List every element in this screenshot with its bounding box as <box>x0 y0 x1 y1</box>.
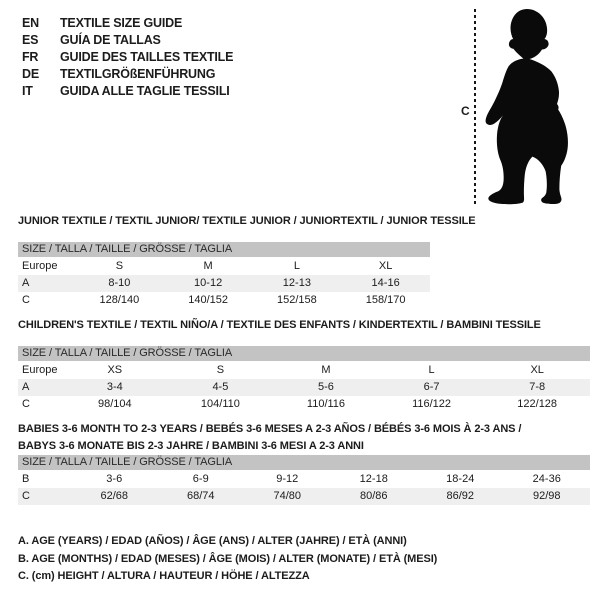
language-label: TEXTILGRÖßENFÜHRUNG <box>60 67 216 81</box>
language-row-fr <box>22 49 233 66</box>
height-cell: 128/140 <box>99 294 140 306</box>
legend-footnotes <box>18 533 437 586</box>
row-label: A <box>22 277 30 289</box>
size-cell: L <box>293 260 300 272</box>
language-label: GUÍA DE TALLAS <box>60 33 161 47</box>
babies-table-title-line1: BABIES 3-6 MONTH TO 2-3 YEARS / BEBÉS 3-6 MESES A 2-3 AÑOS / BÉBÉS 3-6 MOIS À 2-3 ANS / <box>18 423 522 435</box>
height-cell: 74/80 <box>273 490 302 502</box>
table-row-europe <box>18 258 430 275</box>
size-cell: S <box>216 364 225 376</box>
row-label: B <box>22 473 30 485</box>
height-cell: 68/74 <box>186 490 215 502</box>
language-row-it <box>22 83 233 100</box>
table-row-age <box>18 379 590 396</box>
language-code: ES <box>22 33 39 47</box>
age-cell: 3-4 <box>106 381 123 393</box>
table-row-months <box>18 471 590 488</box>
age-cell: 14-16 <box>371 277 400 289</box>
age-cell: 6-7 <box>423 381 440 393</box>
months-cell: 3-6 <box>106 473 123 485</box>
height-cell: 158/170 <box>365 294 406 306</box>
size-cell: M <box>203 260 213 272</box>
junior-table-title: JUNIOR TEXTILE / TEXTIL JUNIOR/ TEXTILE JUNIOR / JUNIORTEXTIL / JUNIOR TESSILE <box>18 215 476 227</box>
height-cell: 116/122 <box>412 398 452 410</box>
height-cell: 122/128 <box>517 398 558 410</box>
language-label: GUIDA ALLE TAGLIE TESSILI <box>60 84 230 98</box>
age-cell: 12-13 <box>282 277 311 289</box>
row-label: C <box>22 490 30 502</box>
row-label: C <box>22 398 30 410</box>
height-cell: 86/92 <box>446 490 475 502</box>
row-label: Europe <box>22 364 58 376</box>
size-cell: XS <box>107 364 123 376</box>
size-cell: XL <box>530 364 544 376</box>
size-header-bar: SIZE / TALLA / TAILLE / GRÖSSE / TAGLIA <box>18 455 590 470</box>
table-row-height <box>18 488 590 505</box>
language-row-en <box>22 15 233 32</box>
height-cell: 62/68 <box>100 490 129 502</box>
size-cell: S <box>115 260 124 272</box>
size-header-bar: SIZE / TALLA / TAILLE / GRÖSSE / TAGLIA <box>18 346 590 361</box>
language-label: GUIDE DES TAILLES TEXTILE <box>60 50 234 64</box>
age-cell: 4-5 <box>212 381 229 393</box>
junior-textile-section <box>18 213 476 309</box>
months-cell: 18-24 <box>446 473 475 485</box>
height-cell: 110/116 <box>306 398 346 410</box>
language-row-es <box>22 32 233 49</box>
height-cell: 80/86 <box>359 490 388 502</box>
height-measure-dashed-line <box>474 9 476 206</box>
age-cell: 7-8 <box>529 381 546 393</box>
age-cell: 10-12 <box>194 277 223 289</box>
footnote-b: B. AGE (MONTHS) / EDAD (MESES) / ÂGE (MOIS) / ALTER (MONATE) / ETÀ (MESI) <box>18 552 438 565</box>
language-code: EN <box>22 16 39 30</box>
months-cell: 24-36 <box>532 473 561 485</box>
months-cell: 12-18 <box>359 473 388 485</box>
age-cell: 5-6 <box>318 381 334 393</box>
age-cell: 8-10 <box>108 277 131 289</box>
language-code: IT <box>22 84 33 98</box>
row-label: A <box>22 381 30 393</box>
table-row-height <box>18 292 430 309</box>
childrens-textile-section <box>18 317 590 413</box>
size-cell: L <box>428 364 435 376</box>
size-cell: M <box>321 364 331 376</box>
language-title-list <box>22 15 233 100</box>
size-header-bar: SIZE / TALLA / TAILLE / GRÖSSE / TAGLIA <box>18 242 430 257</box>
months-cell: 6-9 <box>192 473 209 485</box>
height-cell: 104/110 <box>200 398 240 410</box>
toddler-silhouette-icon <box>481 5 600 215</box>
row-label: Europe <box>22 260 58 272</box>
months-cell: 9-12 <box>276 473 299 485</box>
height-cell: 98/104 <box>97 398 132 410</box>
language-code: DE <box>22 67 39 81</box>
height-measure-label: C <box>461 104 470 118</box>
babies-textile-section <box>18 421 590 505</box>
language-row-de <box>22 66 233 83</box>
height-cell: 92/98 <box>532 490 561 502</box>
height-cell: 152/158 <box>276 294 317 306</box>
table-row-europe <box>18 362 590 379</box>
footnote-c: C. (cm) HEIGHT / ALTURA / HAUTEUR / HÖHE / ALTEZZA <box>18 570 310 582</box>
table-row-age <box>18 275 430 292</box>
row-label: C <box>22 294 30 306</box>
table-row-height <box>18 396 590 413</box>
language-code: FR <box>22 50 39 64</box>
height-cell: 140/152 <box>188 294 228 306</box>
babies-table-title-line2: BABYS 3-6 MONATE BIS 2-3 JAHRE / BAMBINI 3-6 MESI A 2-3 ANNI <box>18 440 364 452</box>
size-cell: XL <box>378 260 393 272</box>
childrens-table-title: CHILDREN'S TEXTILE / TEXTIL NIÑO/A / TEXTILE DES ENFANTS / KINDERTEXTIL / BAMBINI TESSILE <box>18 319 541 331</box>
language-label: TEXTILE SIZE GUIDE <box>60 16 183 30</box>
footnote-a: A. AGE (YEARS) / EDAD (AÑOS) / ÂGE (ANS) / ALTER (JAHRE) / ETÀ (ANNI) <box>18 535 407 547</box>
